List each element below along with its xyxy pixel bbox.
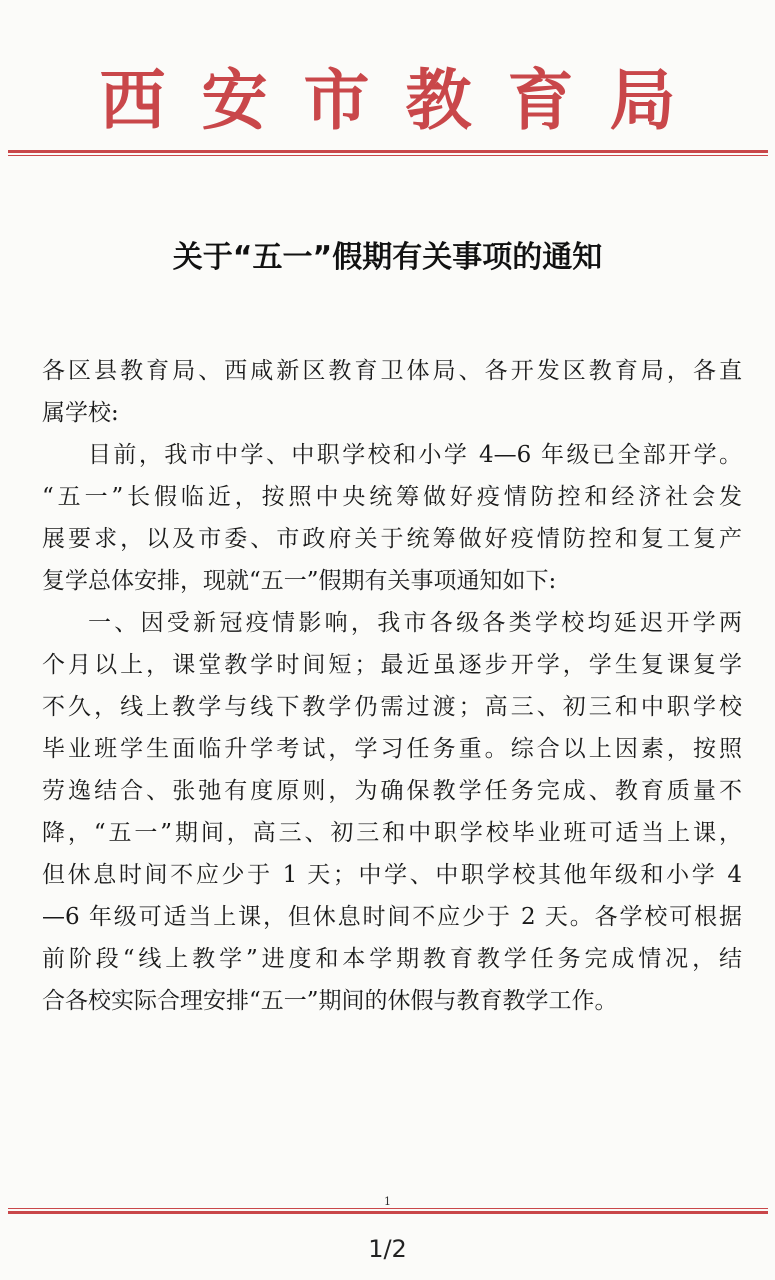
body-line-10: 毕业班学生面临升学考试，学习任务重。综合以上因素，按照: [42, 736, 742, 762]
body-line-1: 各区县教育局、西咸新区教育卫体局、各开发区教育局，各直: [42, 358, 742, 384]
body-line-4: “五一”长假临近，按照中央统筹做好疫情防控和经济社会发: [42, 484, 742, 510]
letterhead-org-name: 西安市教育局: [99, 61, 712, 139]
letterhead-red-rule-thick: [8, 150, 768, 153]
body-line-11: 劳逸结合、张弛有度原则，为确保教学任务完成、教育质量不: [42, 778, 742, 804]
body-line-8: 个月以上，课堂教学时间短；最近虽逐步开学，学生复课复学: [42, 652, 742, 678]
footer-red-rule-thick: [8, 1211, 768, 1214]
body-line-5: 展要求，以及市委、市政府关于统筹做好疫情防控和复工复产: [42, 526, 742, 552]
document-body: [42, 350, 742, 1022]
body-line-16: 合各校实际合理安排“五一”期间的休假与教育教学工作。: [42, 988, 618, 1014]
body-line-3: 目前，我市中学、中职学校和小学 4—6 年级已全部开学。: [88, 442, 742, 468]
body-line-13: 但休息时间不应少于 1 天；中学、中职学校其他年级和小学 4: [42, 862, 742, 888]
letterhead-red-rule-thin: [8, 155, 768, 156]
body-line-9: 不久，线上教学与线下教学仍需过渡；高三、初三和中职学校: [42, 694, 742, 720]
body-line-14: —6 年级可适当上课，但休息时间不应少于 2 天。各学校可根据: [42, 904, 742, 930]
body-line-15: 前阶段“线上教学”进度和本学期教育教学任务完成情况，结: [42, 946, 742, 972]
body-line-12: 降，“五一”期间，高三、初三和中职学校毕业班可适当上课，: [42, 820, 742, 846]
viewer-page-indicator: 1/2: [368, 1235, 407, 1263]
document-title: 关于“五一”假期有关事项的通知: [172, 240, 603, 275]
document-page-number: 1: [384, 1195, 391, 1208]
body-line-6: 复学总体安排，现就“五一”假期有关事项通知如下:: [42, 568, 557, 594]
footer-red-rule-thin: [8, 1208, 768, 1209]
body-line-7: 一、因受新冠疫情影响，我市各级各类学校均延迟开学两: [88, 610, 742, 636]
letterhead: [0, 50, 775, 150]
body-line-2: 属学校:: [42, 400, 119, 426]
